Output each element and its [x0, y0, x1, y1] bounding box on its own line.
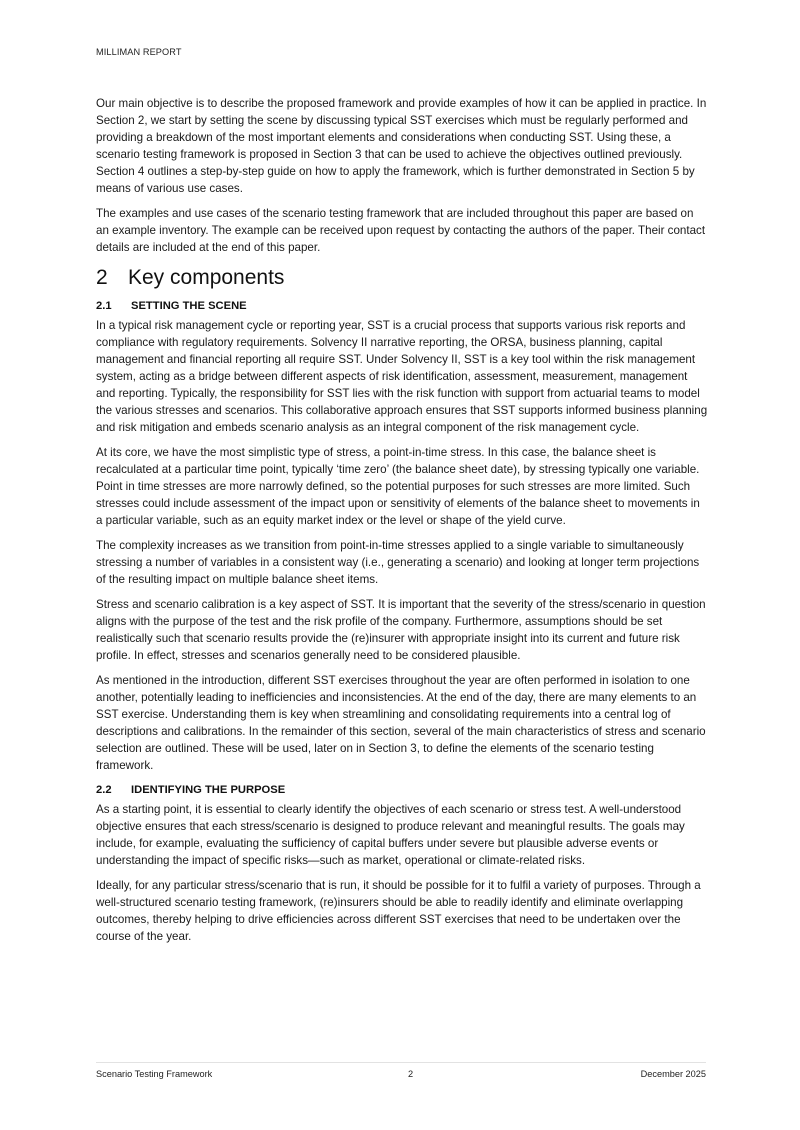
- intro-paragraph: Our main objective is to describe the proposed framework and provide examples of how it can be applied in practice. In Section 2, we start by setting the scene by discussing typical SST exercises which must be regularly performed and providing a breakdown of the most important elements and considerations when conducting SST. Using these, a scenario testing framework is proposed in Section 3 that can be used to achieve the objectives outlined previously. Section 4 outlines a step-by-step guide on how to apply the framework, which is further demonstrated in Section 5 by means of various use cases.: [96, 97, 707, 195]
- body-paragraph: In a typical risk management cycle or reporting year, SST is a crucial process that supports various risk reports and compliance with regulatory requirements. Solvency II narrative reporting, the ORSA, business planning, capital management and financial reporting all require SST. Under Solvency II, SST is a key tool within the risk management system, acting as a bridge between different aspects of risk identification, assessment, measurement, management and reporting. Typically, the responsibility for SST lies with the risk function with support from actuarial teams to model the various stresses and scenarios. This collaborative approach ensures that SST supports informed business planning and risk mitigation and embeds scenario analysis as an integral component of the risk management cycle.: [96, 319, 708, 434]
- page-body: [96, 95, 708, 953]
- footer-page-number: 2: [408, 1069, 414, 1079]
- footer-divider: [96, 1062, 706, 1063]
- running-header: MILLIMAN REPORT: [96, 47, 182, 57]
- body-paragraph: The complexity increases as we transition from point-in-time stresses applied to a single variable to simultaneously stressing a number of variables in a consistent way (i.e., generating a scenario) and looking at longer term projections of the resulting impact on multiple balance sheet items.: [96, 539, 700, 586]
- subsection-heading: [96, 782, 708, 798]
- body-paragraph: As mentioned in the introduction, different SST exercises throughout the year are often performed in isolation to one another, potentially leading to inefficiencies and inconsistencies. At the end of the day, there are many elements to an SST exercise. Understanding them is key when streamlining and consolidating requirements into a central log of descriptions and calibrations. In the remainder of this section, several of the main characteristics of stress and scenario selection are outlined. These will be used, later on in Section 3, to define the elements of the scenario testing framework.: [96, 674, 706, 772]
- section-title: Key components: [128, 266, 285, 289]
- body-paragraph: At its core, we have the most simplistic type of stress, a point-in-time stress. In this case, the balance sheet is recalculated at a particular time point, typically ‘time zero’ (the balance sheet date), by stressing typically one variable. Point in time stresses are more narrowly defined, so the potential purposes for such stresses are more limited. Such stresses could include assessment of the impact upon or sensitivity of elements of the balance sheet to movements in a particular variable, such as an equity market index or the level or shape of the yield curve.: [96, 446, 700, 527]
- section-number: 2: [96, 266, 108, 289]
- body-paragraph: Stress and scenario calibration is a key aspect of SST. It is important that the severity of the stress/scenario in question aligns with the purpose of the test and the risk profile of the company. Furthermore, assumptions should be set realistically such that scenario results provide the (re)insurer with appropriate insight into its current and future risk profile. In effect, stresses and scenarios generally need to be considered plausible.: [96, 598, 706, 662]
- subsection-title: SETTING THE SCENE: [131, 300, 247, 312]
- subsection-number: 2.2: [96, 784, 112, 796]
- body-paragraph: As a starting point, it is essential to clearly identify the objectives of each scenario or stress test. A well-understood objective ensures that each stress/scenario is designed to produce relevant and meaningful results. The goals may include, for example, evaluating the sufficiency of capital buffers under severe but plausible adverse events or understanding the impact of specific risks—such as market, operational or climate-related risks.: [96, 803, 685, 867]
- body-paragraph: Ideally, for any particular stress/scenario that is run, it should be possible for it to fulfil a variety of purposes. Through a well-structured scenario testing framework, (re)insurers should be able to readily identify and eliminate overlapping outcomes, thereby helping to drive efficiencies across different SST exercises that need to be undertaken over the course of the year.: [96, 879, 701, 943]
- intro-paragraph: The examples and use cases of the scenario testing framework that are included throughout this paper are based on an example inventory. The example can be received upon request by contacting the authors of the paper. Their contact details are included at the end of this paper.: [96, 207, 706, 254]
- subsection-number: 2.1: [96, 300, 112, 312]
- footer-document-title: Scenario Testing Framework: [96, 1069, 213, 1079]
- subsection-title: IDENTIFYING THE PURPOSE: [131, 784, 286, 796]
- subsection-heading: [96, 298, 708, 314]
- section-heading: [96, 264, 708, 292]
- footer-date: December 2025: [640, 1069, 706, 1079]
